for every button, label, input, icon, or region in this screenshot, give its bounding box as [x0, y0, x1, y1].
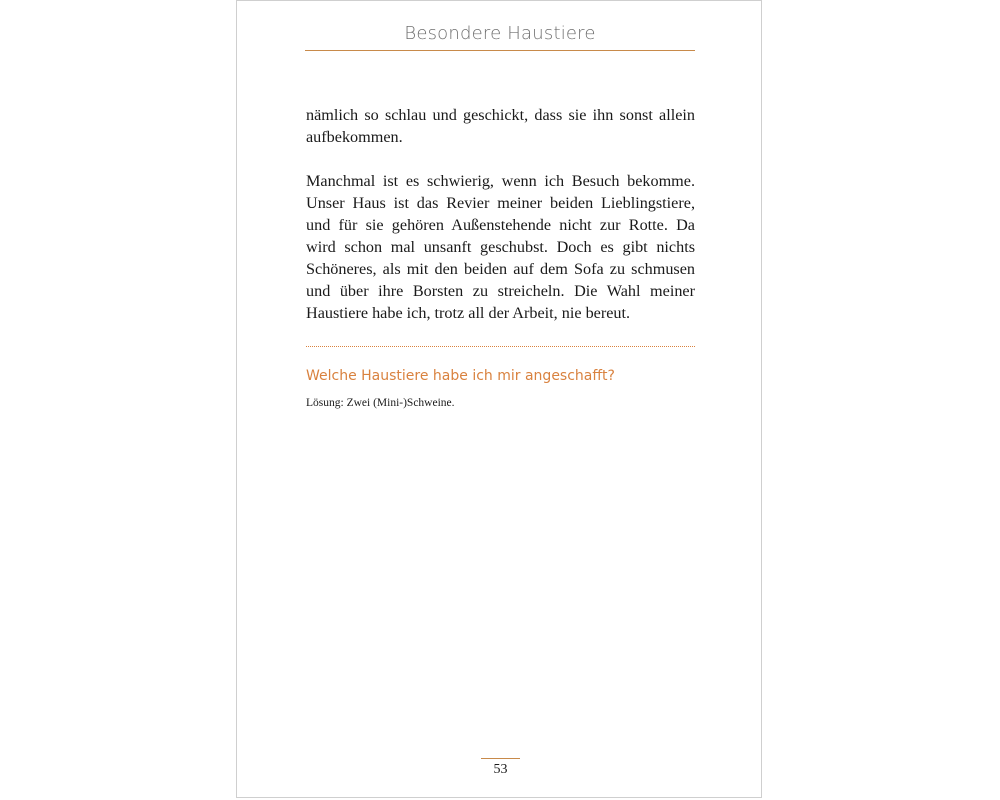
book-page [236, 0, 762, 798]
header-rule [305, 50, 695, 51]
quiz-answer: Lösung: Zwei (Mini-)Schweine. [306, 397, 455, 409]
page-number-rule [481, 758, 520, 759]
body-paragraph-2: Manchmal ist es schwierig, wenn ich Besuch bekomme. Unser Haus ist das Revier meiner beiden Lieblingstiere, und für sie gehören Außenstehende nicht zur Rotte. Da wird schon mal unsanft geschubst. Doch es gibt nichts Schöneres, als mit den beiden auf dem Sofa zu schmusen und über ihre Borsten zu streicheln. Die Wahl meiner Haustiere habe ich, trotz all der Arbeit, nie bereut. [306, 172, 695, 322]
quiz-question: Welche Haustiere habe ich mir angeschafft? [306, 368, 615, 384]
body-paragraph-1: nämlich so schlau und geschickt, dass sie ihn sonst allein aufbekommen. [306, 106, 695, 146]
page-number: 53 [493, 762, 508, 777]
running-header: Besondere Haustiere [404, 23, 596, 44]
section-divider [306, 346, 695, 347]
